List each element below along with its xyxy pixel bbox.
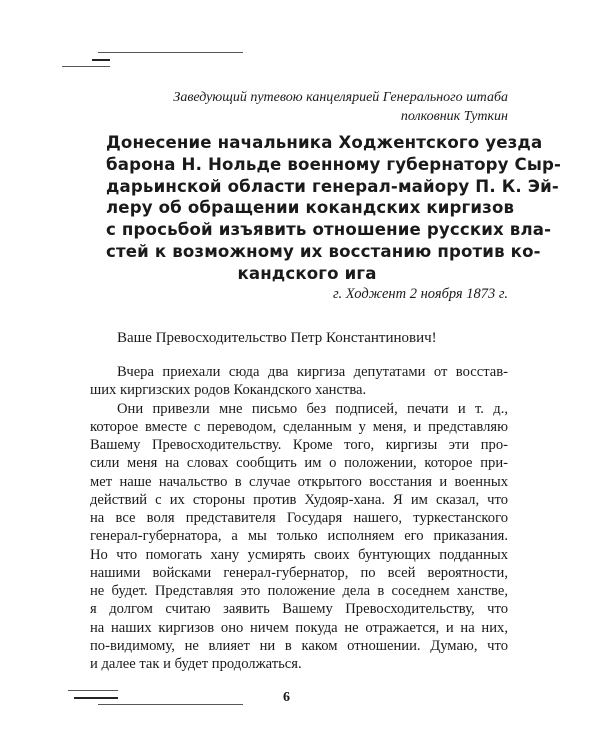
title-line: стей к возможному их восстанию против ко- bbox=[106, 241, 541, 261]
body-line: мет наше начальство в случае открытого восстания и военных bbox=[90, 473, 508, 490]
body-line: и далее так и будет продолжаться. bbox=[90, 656, 302, 672]
body-line: Вчера приехали сюда два киргиза депутатами от восстав- bbox=[117, 364, 508, 380]
title-line: барона Н. Нольде военному губернатору Сыр- bbox=[106, 154, 562, 174]
attribution bbox=[88, 88, 508, 126]
salutation: Ваше Превосходительство Петр Константинович! bbox=[117, 330, 437, 346]
body-line: которое вместе с переводом, сделанным у меня, и представляю bbox=[90, 418, 508, 435]
footer-rule-long bbox=[68, 690, 118, 691]
body-line: не будет. Представляя это положение дела в соседнем ханстве, bbox=[90, 583, 508, 599]
body-line: Они привезли мне письмо без подписей, печати и т. д., bbox=[117, 400, 508, 417]
page-number: 6 bbox=[283, 690, 290, 705]
header-rule-short bbox=[92, 59, 110, 61]
title-line: дарьинской области генерал-майору П. К. Эй- bbox=[106, 176, 559, 196]
body-line: на все воля представителя Государя нашего, туркестанского bbox=[90, 510, 508, 526]
footer-rule-short bbox=[74, 697, 118, 699]
body-line: генерал-губернатора, а мы только исполняем его приказания. bbox=[90, 528, 508, 545]
body-line: я долгом считаю заявить Вашему Превосходительству, что bbox=[90, 601, 508, 618]
dateline: г. Ходжент 2 ноября 1873 г. bbox=[333, 286, 508, 302]
body-line: на наших киргизов оно ничем покуда не отражается, и на них, bbox=[90, 619, 508, 636]
body-line: нашими войсками генерал-губернатор, по всей вероятности, bbox=[90, 564, 508, 581]
title-line: леру об обращении кокандских киргизов bbox=[106, 198, 515, 218]
letter-body bbox=[90, 363, 508, 673]
body-line: сили меня на словах сообщить им о положении, которое при- bbox=[90, 455, 508, 472]
title-line: кандского ига bbox=[237, 263, 377, 283]
body-line: Вашему Превосходительству. Кроме того, киргизы эти про- bbox=[90, 437, 508, 453]
footer-rule-bottom bbox=[98, 704, 243, 705]
body-line: Но что помогать хану усмирять своих бунтующих подданных bbox=[90, 546, 508, 563]
header-rule-long bbox=[98, 52, 243, 53]
body-line: ших киргизских родов Кокандского ханства. bbox=[90, 382, 367, 399]
attribution-line: Заведующий путевою канцелярией Генерального штаба bbox=[173, 90, 508, 105]
body-line: действий с их стороны против Худояр-хана. Я им сказал, что bbox=[90, 491, 508, 508]
body-line: по-видимому, не влияет ни в каком отношении. Думаю, что bbox=[90, 637, 508, 654]
document-title bbox=[106, 132, 562, 285]
title-line: Донесение начальника Ходжентского уезда bbox=[106, 133, 543, 152]
header-rule-left bbox=[62, 66, 110, 67]
title-line: с просьбой изъявить отношение русских вла- bbox=[106, 220, 552, 240]
attribution-line: полковник Туткин bbox=[400, 109, 508, 124]
